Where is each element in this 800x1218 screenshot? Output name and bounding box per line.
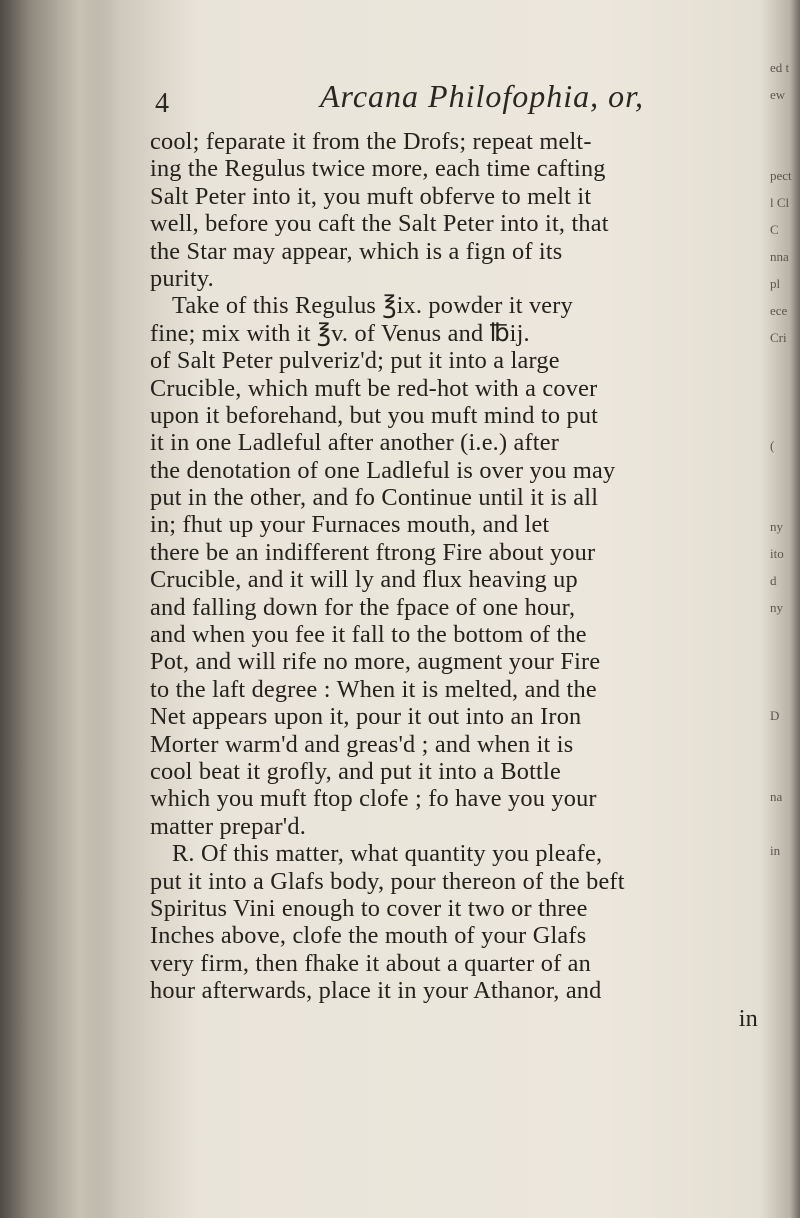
edge-fragment: ece — [770, 303, 788, 318]
text-line: the denotation of one Ladleful is over you may — [150, 456, 616, 484]
text-line: ing the Regulus twice more, each time cafting — [150, 155, 606, 183]
text-line: cool; feparate it from the Drofs; repeat melt- — [150, 128, 592, 155]
edge-fragment — [770, 762, 800, 789]
text-line: Spiritus Vini enough to cover it two or three — [150, 894, 588, 922]
edge-fragment — [770, 816, 800, 843]
edge-fragment: d — [770, 573, 777, 588]
page-number: 4 — [155, 88, 169, 119]
text-line: matter prepar'd. — [150, 812, 306, 840]
edge-fragment: ed t — [770, 60, 790, 75]
text-line: Crucible, which muft be red-hot with a cover — [150, 374, 598, 402]
text-line: and when you fee it fall to the bottom of the — [150, 621, 587, 649]
text-line: and falling down for the fpace of one hour, — [150, 593, 576, 621]
text-line: put in the other, and fo Continue until it is all — [150, 484, 599, 512]
edge-fragment: ny — [770, 600, 783, 615]
text-line: Crucible, and it will ly and flux heaving up — [150, 566, 578, 594]
text-line: well, before you caft the Salt Peter into it, that — [150, 210, 609, 238]
edge-fragment: pect — [770, 168, 792, 183]
edge-fragment — [770, 654, 800, 681]
text-line: R. Of this matter, what quantity you pleafe, — [172, 840, 603, 868]
text-line: the Star may appear, which is a fign of its — [150, 237, 563, 265]
edge-fragment: ew — [770, 87, 786, 102]
text-line: there be an indifferent ftrong Fire about your — [150, 538, 596, 566]
text-line: which you muft ftop clofe ; fo have you your — [150, 785, 597, 813]
edge-fragment: D — [770, 708, 780, 723]
edge-fragment — [770, 870, 800, 897]
edge-fragment — [770, 627, 800, 654]
text-line: Net appears upon it, pour it out into an Iron — [150, 703, 582, 731]
edge-fragment: na — [770, 789, 783, 804]
text-line: Morter warm'd and greas'd ; and when it is — [150, 730, 574, 758]
text-line: of Salt Peter pulveriz'd; put it into a large — [150, 347, 560, 375]
running-head: Arcana Philofophia, or, — [320, 78, 645, 114]
text-line: Inches above, clofe the mouth of your Glafs — [150, 922, 587, 950]
book-gutter — [0, 0, 110, 1218]
edge-fragment: ny — [770, 519, 783, 534]
edge-fragment — [770, 492, 800, 519]
text-line: fine; mix with it ℥v. of Venus and ℔ij. — [150, 319, 530, 347]
edge-fragment: pl — [770, 276, 781, 291]
edge-fragment — [770, 465, 800, 492]
book-page — [150, 70, 790, 1190]
text-line: cool beat it grofly, and put it into a Bottle — [150, 757, 561, 785]
edge-fragment — [770, 114, 800, 141]
body-text — [150, 128, 770, 1032]
text-line: Take of this Regulus ℥ix. powder it very — [172, 292, 573, 320]
text-line: very firm, then fhake it about a quarter of an — [150, 949, 591, 977]
text-line: in — [738, 1004, 758, 1032]
edge-fragment: ( — [770, 438, 775, 453]
edge-fragment — [770, 384, 800, 411]
facing-page-edge — [770, 60, 800, 1000]
text-line: Pot, and will rife no more, augment your Fire — [150, 648, 601, 676]
edge-fragment — [770, 141, 800, 168]
edge-fragment — [770, 681, 800, 708]
edge-fragment: ito — [770, 546, 784, 561]
edge-fragment: C — [770, 222, 779, 237]
edge-fragment: in — [770, 843, 781, 858]
text-line: purity. — [150, 264, 214, 292]
text-line: in; fhut up your Furnaces mouth, and let — [150, 511, 550, 539]
edge-fragment: nna — [770, 249, 789, 264]
text-line: Salt Peter into it, you muft obferve to melt it — [150, 182, 592, 210]
text-line: hour afterwards, place it in your Athanor, and — [150, 977, 602, 1005]
edge-fragment — [770, 411, 800, 438]
text-line: upon it beforehand, but you muft mind to put — [150, 401, 599, 429]
edge-fragment: l Cl — [770, 195, 790, 210]
edge-fragment — [770, 735, 800, 762]
page-header — [150, 70, 790, 126]
text-line: to the laft degree : When it is melted, and the — [150, 675, 597, 703]
edge-fragment: Cri — [770, 330, 787, 345]
text-line: it in one Ladleful after another (i.e.) after — [150, 429, 560, 457]
edge-fragment — [770, 357, 800, 384]
text-line: put it into a Glafs body, pour thereon of the beft — [150, 867, 625, 895]
